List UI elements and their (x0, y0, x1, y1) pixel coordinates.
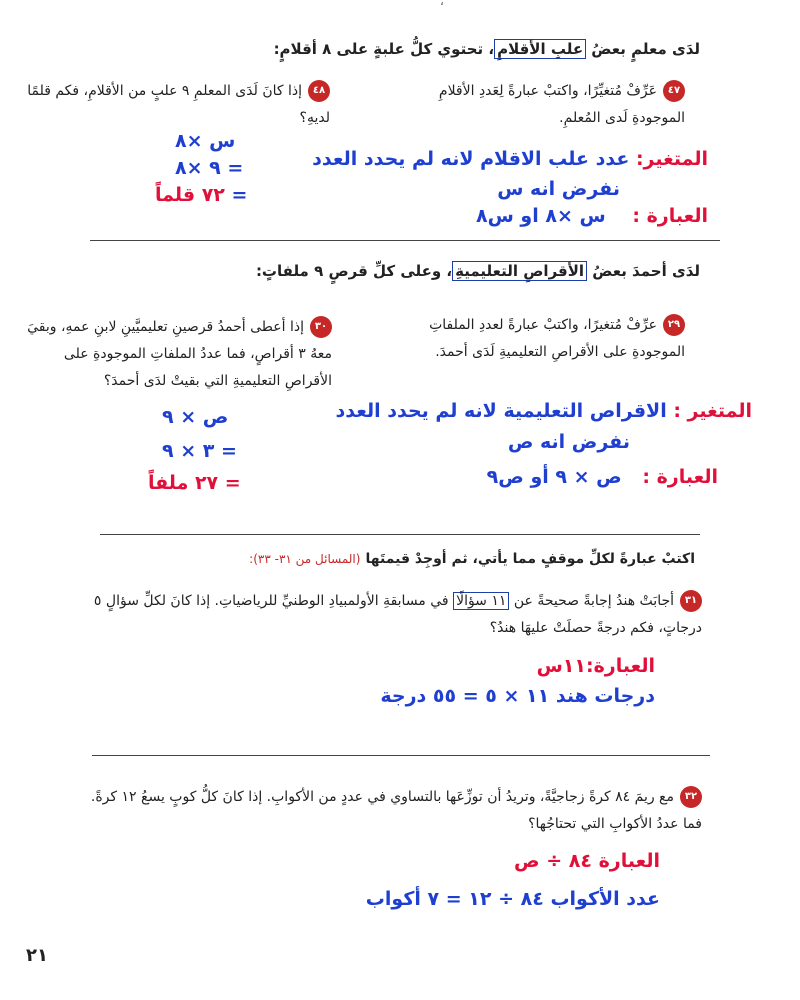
question-30 (22, 314, 332, 395)
divider-3 (92, 755, 710, 756)
answer-31-calculation: درجات هند ١١ × ٥ = ٥٥ درجة (380, 685, 655, 707)
section1-intro (273, 40, 700, 58)
answer-30-line1: ص × ٩ (162, 406, 229, 428)
answer-30-line3: = ٢٧ ملفاً (148, 472, 241, 494)
answer-29-variable (312, 400, 752, 422)
answer-47-expression-label: العبارة : (632, 205, 708, 227)
question-number-31: ٣١ (680, 590, 702, 612)
section2-intro-post: ، وعلى كلِّ قرصٍ ٩ ملفاتٍ: (255, 262, 453, 280)
answer-29-expression-text: ص × ٩ أو ص٩ (486, 466, 622, 488)
question-29-text: عرِّفْ مُتغيرًا، واكتبْ عبارةً لعددِ الملفاتِ الموجودةِ على الأقراصِ التعليميةِ لَدَى أحمدَ. (429, 317, 685, 360)
answer-47-variable-label: المتغير: (635, 148, 708, 170)
answer-29-variable-text: الاقراص التعليمية لانه لم يحدد العدد (335, 400, 667, 422)
question-48-text: إذا كانَ لَدَى المعلمِ ٩ علبٍ من الأقلامِ، فكم قلمًا لديهِ؟ (27, 83, 330, 126)
question-number-47: ٤٧ (663, 80, 685, 102)
question-31-text-pre: أجابَتْ هندُ إجابةً صحيحةً عن (509, 593, 674, 609)
question-number-48: ٤٨ (308, 80, 330, 102)
question-31 (82, 588, 702, 642)
question-32 (82, 784, 702, 838)
answer-48-line3 (155, 184, 247, 206)
question-29 (405, 312, 685, 366)
answer-47-expression-text: س ×٨ او س٨ (475, 205, 606, 227)
section2-intro (255, 262, 700, 280)
section2-intro-highlight: الأقراصِ التعليميةِ (452, 261, 587, 281)
answer-32-calculation: عدد الأكواب ٨٤ ÷ ١٢ = ٧ أكواب (365, 888, 660, 910)
question-number-29: ٢٩ (663, 314, 685, 336)
question-47-text: عَرِّفْ مُتغيِّرًا، واكتبْ عبارةً لِعَددِ الأقلامِ الموجودةِ لَدى المُعلمِ. (438, 83, 685, 126)
question-48 (25, 78, 330, 132)
question-30-text: إذا أعطى أحمدُ قرصينِ تعليميَّينِ لابنِ عمهِ، وبقيَ معهُ ٣ أقراصٍ، فما عددُ الملفاتِ الموجودةِ على الأقراصِ التعليميةِ التي بقيتْ لدَى أحمدَ؟ (27, 319, 332, 389)
question-number-32: ٣٢ (680, 786, 702, 808)
section3-intro-range: (المسائل من ٣١- ٣٣): (249, 552, 361, 566)
divider-1 (90, 240, 720, 241)
top-mark: ، (440, 0, 444, 8)
question-32-text: مع ريمَ ٨٤ كرةً زجاجيَّةً، وتريدُ أن توزِّعَها بالتساوي في عددٍ من الأكوابِ. إذا كانَ كلُّ كوبٍ يسعُ ١٢ كرةً. فما عددُ الأكوابِ التي تحتاجُها؟ (90, 789, 702, 832)
answer-29-assume: نفرض انه ص (507, 431, 630, 453)
answer-47-variable (308, 148, 708, 170)
section3-intro (135, 548, 695, 567)
answer-47-expression (408, 205, 708, 227)
question-31-highlight: ١١ سؤالًا (453, 592, 509, 610)
section3-intro-text: اكتبْ عبارةً لكلِّ موقفٍ مما يأتي، ثم أوجِدْ قيمتَها (365, 551, 695, 567)
section1-intro-post: ، تحتوي كلُّ علبةٍ على ٨ أقلامٍ: (273, 40, 495, 58)
answer-48-line2: = ٩ ×٨ (175, 157, 244, 179)
section1-intro-pre: لدَى معلمٍ بعضُ (586, 40, 700, 58)
answer-29-variable-label: المتغير : (673, 400, 752, 422)
answer-30-line2: = ٣ × ٩ (162, 440, 237, 462)
question-47 (420, 78, 685, 132)
answer-48-line1: س ×٨ (175, 130, 236, 152)
answer-47-assume: نفرض انه س (497, 178, 620, 200)
divider-2 (100, 534, 700, 535)
answer-48-line3-equals: = (231, 184, 248, 206)
answer-29-expression (398, 466, 718, 488)
answer-32-expression: العبارة ٨٤ ÷ ص (514, 850, 660, 872)
page-number: ٢١ (26, 945, 48, 966)
answer-31-expression: العبارة:١١س (536, 655, 655, 677)
answer-48-line3-value: ٧٢ قلماً (155, 184, 225, 206)
question-number-30: ٣٠ (310, 316, 332, 338)
section1-intro-highlight: علبِ الأقلامِ (494, 39, 586, 59)
question-31-text-post: في مسابقةِ الأولمبيادِ الوطنيِّ للرياضياتِ. إذا كانَ لكلِّ سؤالٍ ٥ درجاتٍ، فكم درجةً حصلَتْ عليهَا هندُ؟ (93, 593, 702, 636)
answer-29-expression-label: العبارة : (642, 466, 718, 488)
answer-47-variable-text: عدد علب الاقلام لانه لم يحدد العدد (312, 148, 630, 170)
section2-intro-pre: لدَى أحمدَ بعضُ (587, 262, 700, 280)
